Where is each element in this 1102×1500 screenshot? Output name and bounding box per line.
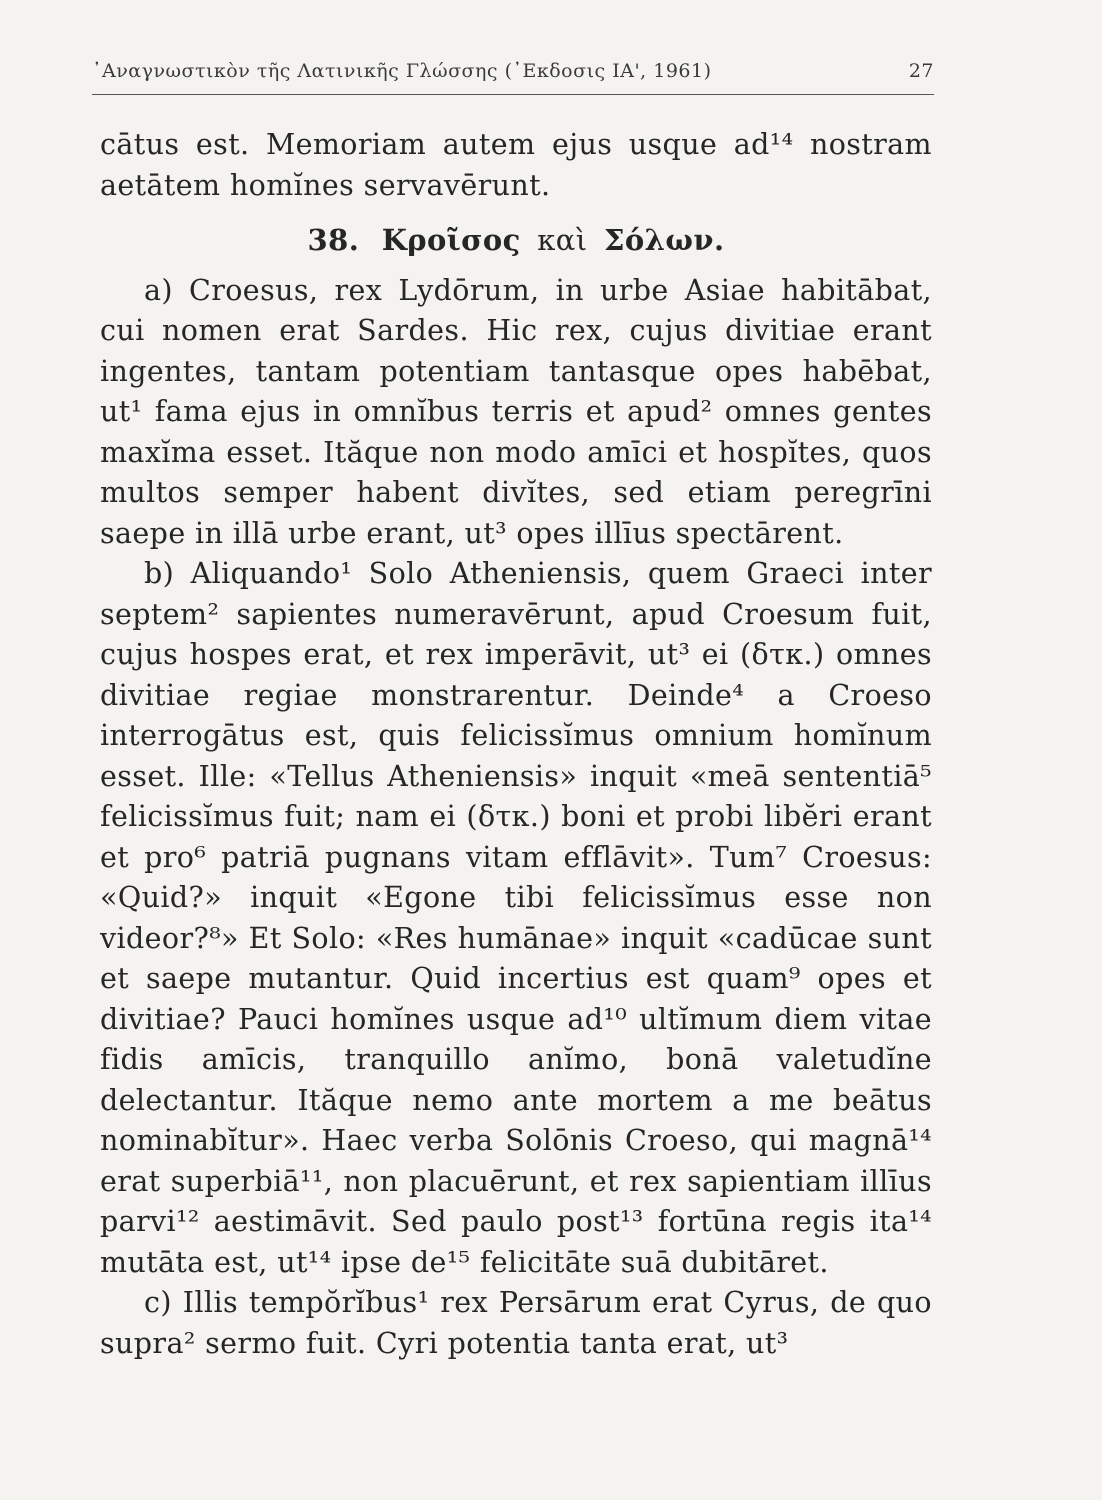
section-title-connector: καὶ — [537, 223, 588, 257]
paragraph-c: c) Illis tempŏrĭbus¹ rex Persārum erat Cyrus, de quo supra² sermo fuit. Cyri potentia tanta erat, ut³ — [100, 1286, 932, 1360]
section-number: 38. — [307, 223, 360, 257]
section-title-croesus: Κροῖσος — [381, 223, 521, 257]
paragraph-b: b) Aliquando¹ Solo Atheniensis, quem Graeci inter septem² sapientes numeravērunt, apud Croesum fuit, cujus hospes erat, et rex imperāvit, ut³ ei (δτκ.) omnes divitiae regiae monstrarentur. Deinde⁴ a Croeso interrogātus est, quis felicissĭmus omnium homĭnum esset. Ille: «Tellus Atheniensis» inquit «meā sententiā⁵ felicissĭmus fuit; nam ei (δτκ.) boni et probi libĕri erant et pro⁶ patriā pugnans vitam efflāvit». Tum⁷ Croesus: «Quid?» inquit «Egone tibi felicissĭmus esse non videor?⁸» Et Solo: «Res humānae» inquit «cadūcae sunt et saepe mutantur. Quid incertius est quam⁹ opes et divitiae? Pauci homĭnes usque ad¹⁰ ultĭmum diem vitae fidis amīcis, tranquillo anĭmo, bonā valetudĭne delectantur. Ităque nemo ante mortem a me beātus nominabĭtur». Haec verba Solōnis Croeso, qui magnā¹⁴ erat superbiā¹¹, non placuērunt, et rex sapientiam illīus parvi¹² aestimāvit. Sed paulo post¹³ fortūna regis ita¹⁴ mutāta est, ut¹⁴ ipse de¹⁵ felicitāte suā dubitāret. — [100, 557, 932, 1279]
page-body — [100, 125, 932, 1364]
intro-paragraph: cātus est. Memoriam autem ejus usque ad¹⁴ nostram aetātem homĭnes servavērunt. — [100, 128, 932, 202]
section-title-solon: Σόλων. — [604, 223, 725, 257]
running-header — [92, 58, 934, 95]
section-heading — [100, 220, 932, 261]
book-title: ᾿Αναγνωστικὸν τῆς Λατινικῆς Γλώσσης (᾿Εκδοσις ΙΑ', 1961) — [92, 60, 712, 82]
paragraph-a: a) Croesus, rex Lydōrum, in urbe Asiae habitābat, cui nomen erat Sardes. Hic rex, cujus divitiae erant ingentes, tantam potentiam tantasque opes habēbat, ut¹ fama ejus in omnĭbus terris et apud² omnes gentes maxĭma esset. Ităque non modo amīci et hospĭtes, quos multos semper habent divĭtes, sed etiam peregrīni saepe in illā urbe erant, ut³ opes illīus spectārent. — [100, 273, 932, 550]
page-number: 27 — [908, 60, 934, 82]
